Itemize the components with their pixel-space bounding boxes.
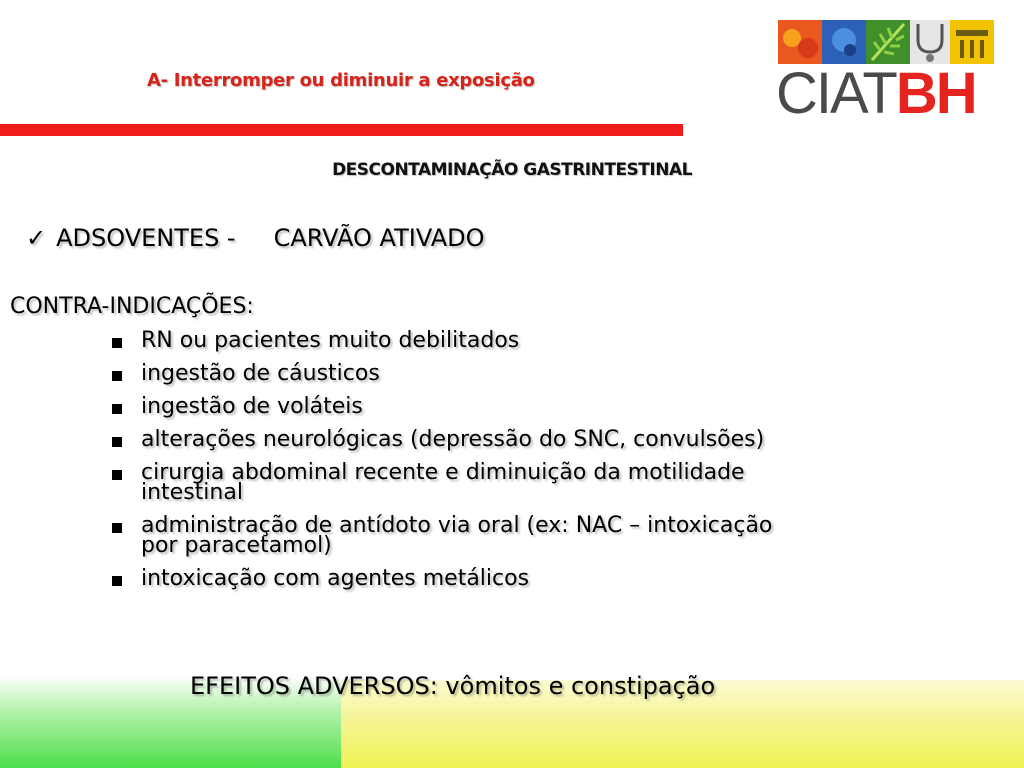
- square-bullet-icon: [112, 338, 122, 348]
- adverse-effects-line: EFEITOS ADVERSOS: vômitos e constipação: [190, 672, 716, 700]
- list-item-text: RN ou pacientes muito debilitados: [141, 328, 520, 353]
- title-underline-bar: [0, 124, 683, 136]
- square-bullet-icon: [112, 470, 122, 480]
- contraindications-heading: CONTRA-INDICAÇÕES:: [10, 294, 254, 319]
- list-item: [110, 329, 990, 353]
- logo-tile-yellow: [950, 20, 994, 64]
- list-item-text: administração de antídoto via oral (ex: NAC – intoxicação: [141, 513, 773, 538]
- logo-tile-leaf: [866, 20, 910, 64]
- list-item-text: ingestão de cáusticos: [141, 361, 380, 386]
- list-item-text: intoxicação com agentes metálicos: [141, 566, 530, 591]
- square-bullet-icon: [112, 576, 122, 586]
- list-item: [110, 395, 990, 419]
- list-item: [110, 567, 990, 591]
- logo-image-tiles: [778, 20, 994, 64]
- logo-wordmark: [776, 62, 976, 126]
- list-item: [110, 362, 990, 386]
- adsorbents-label: ADSOVENTES -: [56, 224, 236, 252]
- logo-tile-stethoscope: [910, 20, 950, 64]
- section-heading: DESCONTAMINAÇÃO GASTRINTESTINAL: [332, 160, 692, 180]
- square-bullet-icon: [112, 371, 122, 381]
- list-item-text-continued: intestinal: [141, 480, 243, 505]
- list-item: [110, 428, 990, 452]
- checkmark-icon: ✓: [26, 224, 47, 252]
- square-bullet-icon: [112, 437, 122, 447]
- logo-text-bh: BH: [895, 61, 976, 126]
- slide-title: A- Interromper ou diminuir a exposição: [147, 70, 535, 91]
- list-item-text: cirurgia abdominal recente e diminuição da motilidade: [141, 460, 745, 485]
- adsorbents-line: [26, 224, 485, 252]
- ciatbh-logo: [776, 20, 998, 126]
- adsorbents-value: CARVÃO ATIVADO: [273, 224, 485, 252]
- logo-text-ciat: CIAT: [776, 61, 896, 126]
- list-item: [110, 514, 990, 558]
- list-item-text: alterações neurológicas (depressão do SNC, convulsões): [141, 427, 765, 452]
- list-item-text-continued: por paracetamol): [141, 533, 332, 558]
- list-item-text: ingestão de voláteis: [141, 394, 363, 419]
- square-bullet-icon: [112, 404, 122, 414]
- list-item: [110, 461, 990, 505]
- logo-tile-blue: [822, 20, 866, 64]
- logo-tile-orange: [778, 20, 822, 64]
- square-bullet-icon: [112, 523, 122, 533]
- contraindications-list: [110, 329, 990, 600]
